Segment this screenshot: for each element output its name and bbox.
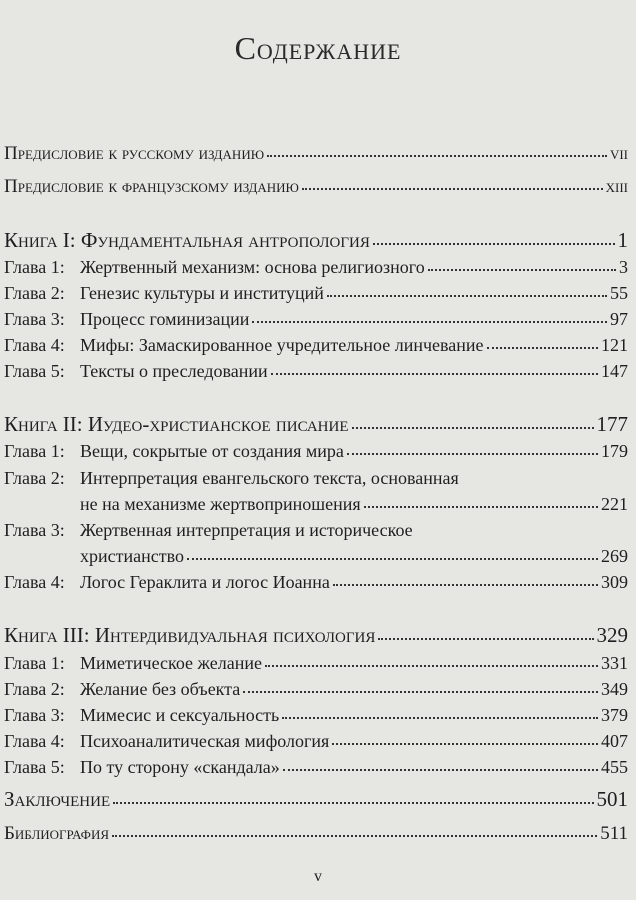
- dot-leader: [428, 265, 616, 271]
- toc-entry-conclusion[interactable]: [4, 788, 628, 810]
- entry-text: Жертвенный механизм: основа религиозного: [80, 257, 425, 277]
- toc-entry-preface-french[interactable]: [4, 176, 628, 198]
- chapter-label: Глава 2:: [4, 283, 65, 303]
- dot-leader: [332, 739, 598, 745]
- dot-leader: [352, 423, 594, 429]
- page-number: 97: [610, 309, 628, 329]
- toc-entry-chapter-line-2[interactable]: [4, 545, 628, 567]
- entry-text: Книга I: Фундаментальная антропология: [4, 228, 370, 252]
- toc-entry-chapter[interactable]: [4, 652, 628, 674]
- chapter-label: Глава 3:: [4, 309, 65, 329]
- page-title: Содержание: [234, 30, 402, 66]
- entry-text: Предисловие к русскому изданию: [4, 143, 265, 164]
- toc-entry-chapter[interactable]: [4, 730, 628, 752]
- dot-leader: [364, 502, 598, 508]
- entry-text: Жертвенная интерпретация и историческое: [80, 520, 413, 540]
- entry-text: Библиография: [4, 823, 110, 844]
- dot-leader: [265, 661, 598, 667]
- chapter-label: Глава 1:: [4, 441, 65, 461]
- toc-entry-preface-russian[interactable]: [4, 143, 628, 165]
- dot-leader: [347, 449, 598, 455]
- dot-leader: [282, 713, 598, 719]
- toc-entry-chapter[interactable]: [4, 256, 628, 278]
- entry-text: Мифы: Замаскированное учредительное линчевание: [80, 335, 484, 355]
- dot-leader: [327, 291, 607, 297]
- toc-entry-chapter[interactable]: [4, 704, 628, 726]
- entry-text: Миметическое желание: [80, 653, 262, 673]
- page-number: 501: [596, 787, 628, 811]
- toc-entry-chapter[interactable]: [4, 334, 628, 356]
- toc-entry-bibliography[interactable]: [4, 823, 628, 845]
- page-folio: v: [314, 868, 322, 885]
- toc-entry-chapter[interactable]: [4, 282, 628, 304]
- entry-text: Заключение: [4, 787, 111, 811]
- toc-entry-chapter[interactable]: [4, 756, 628, 778]
- chapter-label: Глава 1:: [4, 653, 65, 673]
- entry-text: Логос Гераклита и логос Иоанна: [80, 572, 330, 592]
- page-number: 455: [601, 757, 628, 777]
- entry-text-cont: христианство: [80, 546, 184, 566]
- dot-leader: [487, 343, 598, 349]
- page-number: 329: [596, 623, 628, 647]
- entry-text: Желание без объекта: [80, 679, 241, 699]
- dot-leader: [243, 687, 598, 693]
- dot-leader: [373, 239, 615, 245]
- toc-entry-chapter[interactable]: [4, 360, 628, 382]
- page-number: 1: [617, 228, 628, 252]
- page-number: 177: [596, 412, 628, 436]
- page-number: 55: [610, 283, 628, 303]
- dot-leader: [113, 798, 593, 804]
- entry-text: Мимесис и сексуальность: [80, 705, 280, 725]
- page-number: 349: [601, 679, 628, 699]
- page-number: 121: [601, 335, 628, 355]
- page-number: vii: [609, 143, 628, 164]
- dot-leader: [302, 184, 603, 190]
- chapter-label: Глава 4:: [4, 572, 65, 592]
- entry-text: Психоаналитическая мифология: [80, 731, 330, 751]
- page-number: 379: [601, 705, 628, 725]
- toc-entry-chapter[interactable]: [4, 308, 628, 330]
- page-number: xiii: [605, 176, 628, 197]
- entry-text: По ту сторону «скандала»: [80, 757, 280, 777]
- dot-leader: [333, 580, 598, 586]
- dot-leader: [112, 831, 597, 837]
- dot-leader: [271, 369, 598, 375]
- chapter-label: Глава 4:: [4, 731, 65, 751]
- chapter-label: Глава 4:: [4, 335, 65, 355]
- toc-entry-book-1[interactable]: [4, 229, 628, 251]
- toc-entry-chapter-line-1[interactable]: [4, 467, 628, 489]
- entry-text: Интерпретация евангельского текста, основанная: [80, 468, 459, 488]
- entry-text: Вещи, сокрытые от создания мира: [80, 441, 344, 461]
- toc-entry-chapter[interactable]: [4, 440, 628, 462]
- dot-leader: [283, 765, 598, 771]
- chapter-label: Глава 5:: [4, 361, 65, 381]
- entry-text: Генезис культуры и институций: [80, 283, 324, 303]
- page-number: 331: [601, 653, 628, 673]
- chapter-label: Глава 5:: [4, 757, 65, 777]
- page-number: 179: [601, 441, 628, 461]
- toc-entry-book-3[interactable]: [4, 624, 628, 646]
- dot-leader: [378, 634, 593, 640]
- chapter-label: Глава 2:: [4, 468, 65, 488]
- toc-entry-chapter[interactable]: [4, 571, 628, 593]
- chapter-label: Глава 3:: [4, 705, 65, 725]
- chapter-label: Глава 1:: [4, 257, 65, 277]
- dot-leader: [252, 317, 607, 323]
- entry-text: Книга III: Интердивидуальная психология: [4, 623, 376, 647]
- chapter-label: Глава 3:: [4, 520, 65, 540]
- entry-text: Предисловие к французскому изданию: [4, 176, 299, 197]
- dot-leader: [267, 151, 607, 157]
- toc-entry-chapter-line-1[interactable]: [4, 519, 628, 541]
- page-number: 147: [601, 361, 628, 381]
- page-number: 3: [619, 257, 628, 277]
- entry-text: Процесс гоминизации: [80, 309, 250, 329]
- entry-text: Тексты о преследовании: [80, 361, 268, 381]
- page-number: 221: [601, 494, 628, 514]
- toc-entry-chapter[interactable]: [4, 678, 628, 700]
- dot-leader: [187, 554, 598, 560]
- page-number: 269: [601, 546, 628, 566]
- toc-entry-book-2[interactable]: [4, 413, 628, 435]
- page-number: 407: [601, 731, 628, 751]
- entry-text-cont: не на механизме жертвоприношения: [80, 494, 361, 514]
- entry-text: Книга II: Иудео-христианское писание: [4, 412, 349, 436]
- page-number: 511: [600, 823, 628, 844]
- toc-entry-chapter-line-2[interactable]: [4, 493, 628, 515]
- page-number: 309: [601, 572, 628, 592]
- chapter-label: Глава 2:: [4, 679, 65, 699]
